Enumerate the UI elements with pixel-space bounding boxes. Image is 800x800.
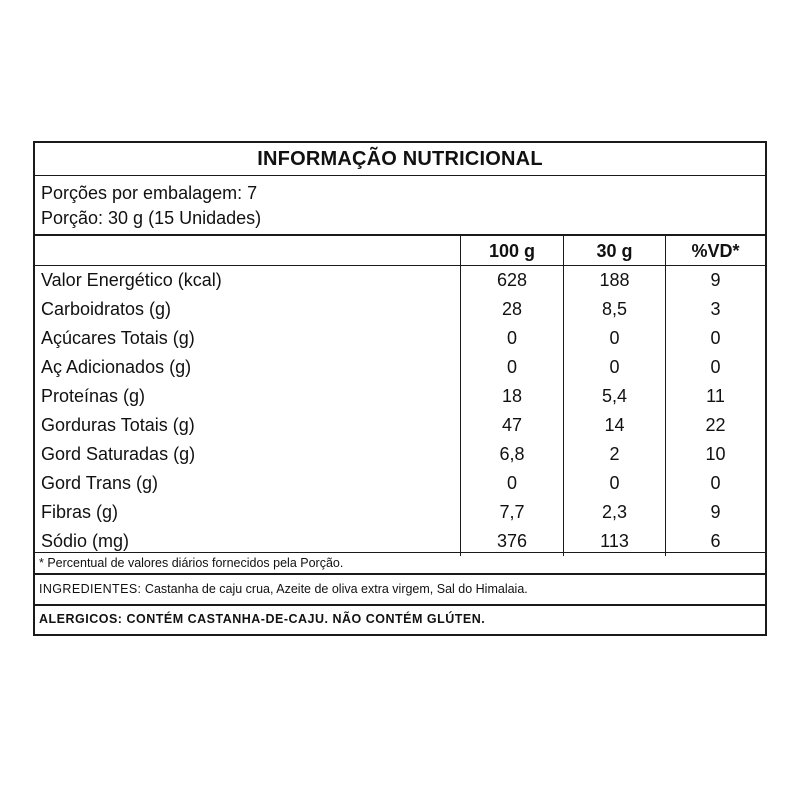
nutrient-name: Fibras (g)	[41, 502, 119, 522]
table-row	[35, 382, 765, 411]
label-title: INFORMAÇÃO NUTRICIONAL	[35, 143, 765, 176]
value-per-serving: 8,5	[563, 295, 665, 324]
table-row	[35, 440, 765, 469]
ingredients-label: INGREDIENTES:	[39, 582, 142, 596]
value-per-serving: 0	[563, 324, 665, 353]
value-per-serving: 188	[563, 266, 665, 295]
value-per-serving: 2,3	[563, 498, 665, 527]
value-per-100g: 7,7	[460, 498, 563, 527]
value-daily-percent: 9	[665, 266, 765, 295]
table-header-row	[35, 236, 765, 266]
portion-info	[35, 176, 765, 236]
value-daily-percent: 0	[665, 469, 765, 498]
value-per-100g: 0	[460, 324, 563, 353]
value-daily-percent: 3	[665, 295, 765, 324]
serving-size: Porção: 30 g (15 Unidades)	[41, 208, 262, 228]
table-body	[35, 266, 765, 556]
table-row	[35, 469, 765, 498]
value-per-serving: 2	[563, 440, 665, 469]
allergens-label: ALERGICOS:	[39, 612, 123, 626]
footnote: * Percentual de valores diários fornecidos pela Porção.	[35, 552, 765, 575]
nutrient-name: Gord Trans (g)	[41, 473, 159, 493]
header-nutrient	[35, 236, 460, 265]
table-row	[35, 527, 765, 556]
table-row	[35, 295, 765, 324]
nutrient-name: Gorduras Totais (g)	[41, 415, 195, 435]
value-per-serving: 0	[563, 469, 665, 498]
value-per-serving: 0	[563, 353, 665, 382]
value-daily-percent: 22	[665, 411, 765, 440]
nutrition-label	[33, 141, 767, 636]
value-daily-percent: 9	[665, 498, 765, 527]
header-daily-value: %VD*	[665, 236, 765, 265]
value-per-serving: 113	[563, 527, 665, 556]
servings-per-package: Porções por embalagem: 7	[41, 183, 258, 203]
value-per-serving: 5,4	[563, 382, 665, 411]
nutrient-name: Gord Saturadas (g)	[41, 444, 196, 464]
table-row	[35, 498, 765, 527]
value-per-100g: 6,8	[460, 440, 563, 469]
value-daily-percent: 10	[665, 440, 765, 469]
value-per-100g: 47	[460, 411, 563, 440]
table-row	[35, 353, 765, 382]
nutrient-name: Açúcares Totais (g)	[41, 328, 195, 348]
value-daily-percent: 0	[665, 353, 765, 382]
value-per-100g: 0	[460, 353, 563, 382]
value-per-100g: 628	[460, 266, 563, 295]
value-daily-percent: 6	[665, 527, 765, 556]
nutrition-table	[35, 236, 765, 552]
header-per-serving: 30 g	[563, 236, 665, 265]
nutrient-name: Carboidratos (g)	[41, 299, 172, 319]
allergens	[35, 606, 765, 632]
allergens-text: CONTÉM CASTANHA-DE-CAJU. NÃO CONTÉM GLÚTEN.	[126, 612, 486, 626]
value-daily-percent: 0	[665, 324, 765, 353]
ingredients	[35, 575, 765, 606]
nutrient-name: Sódio (mg)	[41, 531, 130, 551]
value-per-100g: 18	[460, 382, 563, 411]
value-daily-percent: 11	[665, 382, 765, 411]
value-per-100g: 0	[460, 469, 563, 498]
table-row	[35, 324, 765, 353]
header-per-100g: 100 g	[460, 236, 563, 265]
table-row	[35, 411, 765, 440]
value-per-100g: 376	[460, 527, 563, 556]
table-row	[35, 266, 765, 295]
nutrient-name: Aç Adicionados (g)	[41, 357, 192, 377]
value-per-serving: 14	[563, 411, 665, 440]
nutrient-name: Valor Energético (kcal)	[41, 270, 222, 290]
nutrient-name: Proteínas (g)	[41, 386, 146, 406]
ingredients-text: Castanha de caju crua, Azeite de oliva extra virgem, Sal do Himalaia.	[144, 582, 528, 596]
value-per-100g: 28	[460, 295, 563, 324]
